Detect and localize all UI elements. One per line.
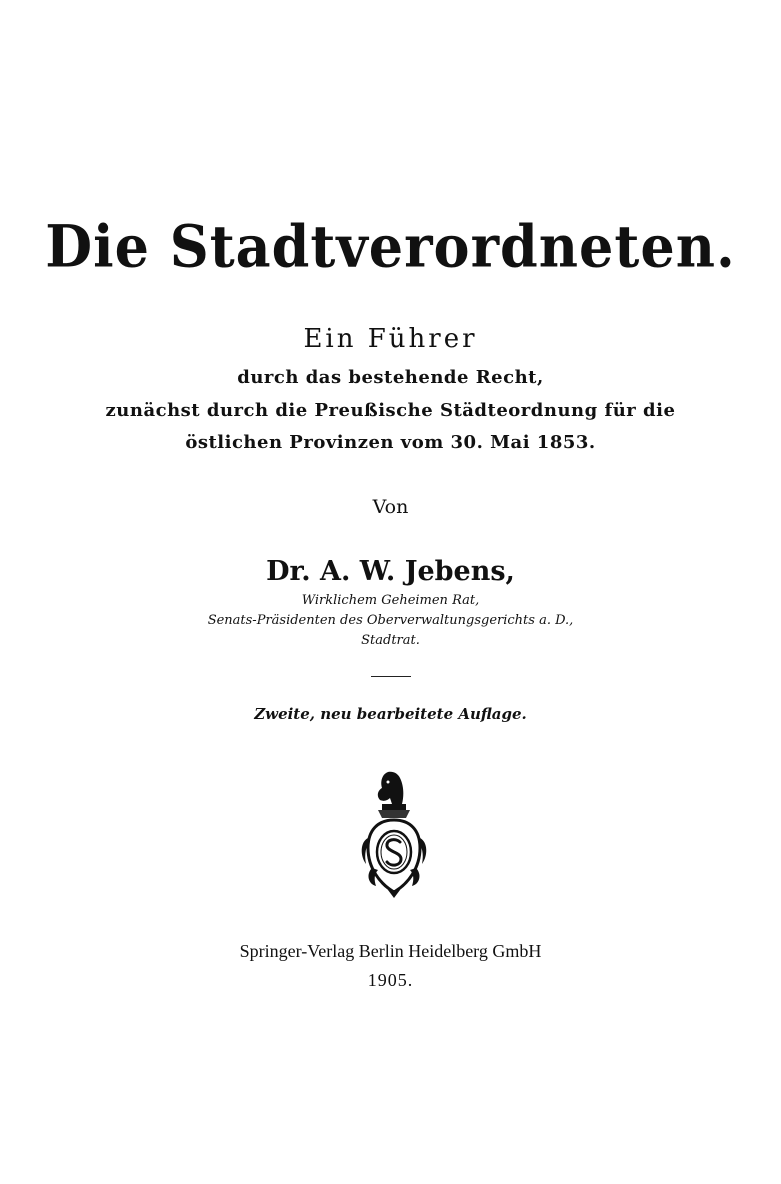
subtitle-line-1: Ein Führer bbox=[303, 324, 478, 354]
publication-year: 1905. bbox=[367, 970, 414, 990]
author-role-3: Stadtrat. bbox=[361, 633, 420, 648]
author-role-2: Senats-Präsidenten des Oberverwaltungsgerichts a. D., bbox=[207, 613, 574, 628]
author-role-1: Wirklichem Geheimen Rat, bbox=[301, 593, 480, 608]
edition-note: Zweite, neu bearbeitete Auflage. bbox=[254, 705, 527, 723]
subtitle-line-3: zunächst durch die Preußische Städteordnung für die bbox=[105, 400, 676, 421]
springer-knight-emblem-icon bbox=[358, 768, 430, 898]
author-name: Dr. A. W. Jebens, bbox=[266, 556, 515, 587]
publisher-name: Springer-Verlag Berlin Heidelberg GmbH bbox=[239, 941, 542, 961]
subtitle-line-4: östlichen Provinzen vom 30. Mai 1853. bbox=[185, 432, 596, 453]
by-label: Von bbox=[372, 496, 409, 518]
divider-rule bbox=[371, 676, 411, 677]
subtitle-line-2: durch das bestehende Recht, bbox=[237, 367, 544, 388]
book-title: Die Stadtverordneten. bbox=[45, 211, 736, 281]
